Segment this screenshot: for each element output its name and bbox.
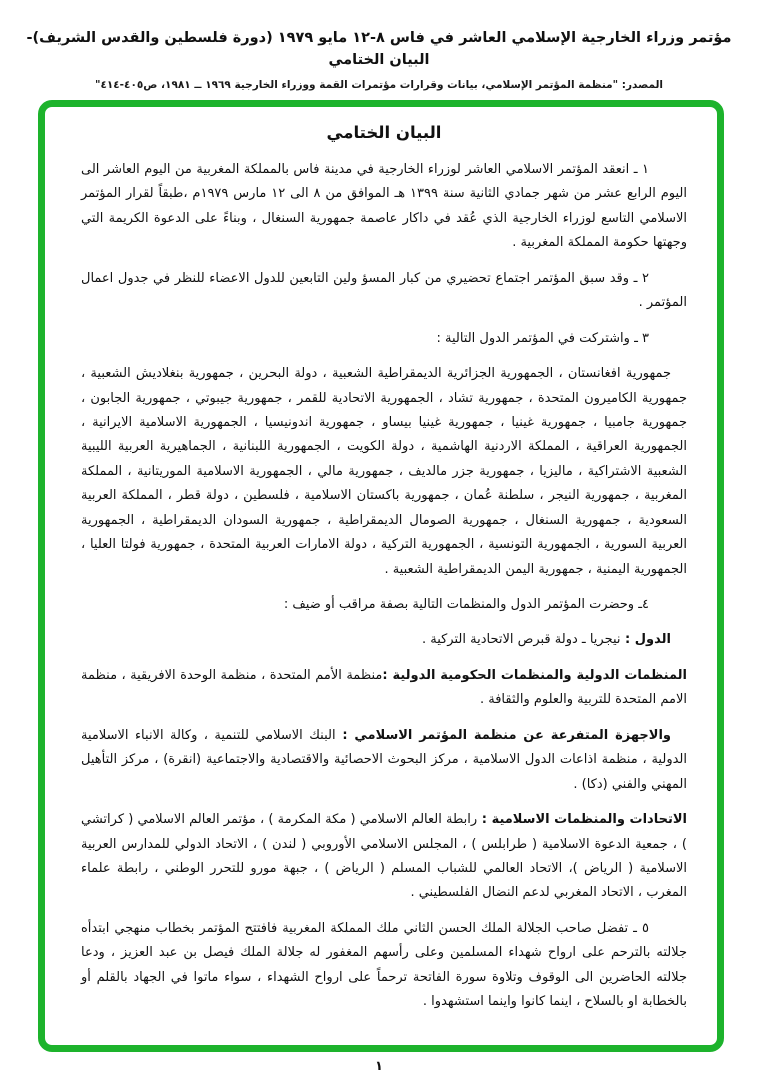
paragraph-islamic-unions xyxy=(81,808,687,906)
source-citation: المصدر: "منظمة المؤتمر الإسلامي، بيانات وقرارات مؤتمرات القمة ووزراء الخارجية ١٩٦٩ ــ ١٩٨١، ص٤٠٥-٤١٤" xyxy=(94,78,664,91)
paragraph-text: منظمة الأمم المتحدة ، منظمة الوحدة الافريقية ، منظمة الامم المتحدة للتربية والعلوم والثقافة . xyxy=(81,667,687,708)
paragraph-text: ٣ ـ واشتركت في المؤتمر الدول التالية : xyxy=(436,330,649,346)
paragraph-text: جمهورية افغانستان ، الجمهورية الجزائرية الديمقراطية الشعبية ، دولة البحرين ، جمهورية بنغلاديش الشعبية ، جمهورية الكاميرون المتحدة ، جمهورية تشاد ، الجمهورية الاتحادية للقمر ، جمهورية جيبوتي ، جمهورية الجابون ، جمهورية جامبيا ، جمهورية غينيا ، جمهورية غينيا بيساو ، جمهورية اندونيسيا ، الجمهورية الاسلامية الايرانية ، الجمهورية العراقية ، المملكة الاردنية الهاشمية ، دولة الكويت ، الجمهورية اللبنانية ، الجماهيرية العربية الليبية الشعبية الاشتراكية ، ماليزيا ، جمهورية جزر مالديف ، جمهورية مالي ، الجمهورية الاسلامية الموريتانية ، المملكة المغربية ، جمهورية النيجر ، سلطنة عُمان ، جمهورية باكستان الاسلامية ، فلسطين ، دولة قطر ، المملكة العربية السعودية ، جمهورية السنغال ، جمهورية الصومال الديمقراطية ، جمهورية السودان الديمقراطية ، الجمهورية العربية السورية ، الجمهورية التونسية ، الجمهورية التركية ، دولة الامارات العربية المتحدة ، جمهورية فولتا العليا ، الجمهورية اليمنية ، جمهورية اليمن الديمقراطية الشعبية . xyxy=(81,366,687,577)
paragraph-1 xyxy=(81,158,687,256)
statement-box xyxy=(38,100,724,1052)
conference-title: مؤتمر وزراء الخارجية الإسلامي العاشر في فاس ٨-١٢ مايو ١٩٧٩ (دورة فلسطين والقدس الشريف)- البيان الختامي xyxy=(26,30,732,68)
paragraph-text: ٥ ـ تفضل صاحب الجلالة الملك الحسن الثاني ملك المملكة المغربية فافتتح المؤتمر بخطاب منهجي ابتدأه جلالته بالترحم على ارواح شهداء المسلمين وعلى رأسهم المغفور له جلالة الملك فيصل بن عبد العزيز ، ودعا جلالته الحاضرين الى الوقوف وتلاوة سورة الفاتحة ترحماً على ارواح الشهداء ، سواء ماتوا في الجهاد بالقلم أو بالخطابة او بالسلاح ، اينما كانوا واينما استشهدوا . xyxy=(81,920,687,1010)
paragraph-3 xyxy=(81,327,687,351)
paragraph-observer-states xyxy=(81,628,687,652)
paragraph-4 xyxy=(81,593,687,617)
paragraph-lead: الاتحادات والمنظمات الاسلامية : xyxy=(477,812,687,828)
paragraph-lead: المنظمات الدولية والمنظمات الحكومية الدولية : xyxy=(382,667,687,683)
paragraph-text: البنك الاسلامي للتنمية ، وكالة الانباء الاسلامية الدولية ، منظمة اذاعات الدول الاسلامية ، مركز البحوث الاحصائية والاقتصادية والاجتماعية (انقرة) ، مركز التأهيل المهني والفني (دكا) . xyxy=(81,727,687,792)
paragraph-text: ٢ ـ وقد سبق المؤتمر اجتماع تحضيري من كبار المسؤ ولين التابعين للدول الاعضاء للنظر في جدول اعمال المؤتمر . xyxy=(81,270,687,311)
paragraph-text: نيجريا ـ دولة قبرص الاتحادية التركية . xyxy=(421,632,621,648)
paragraph-member-states xyxy=(81,362,687,582)
page-number: ١ xyxy=(375,1059,383,1074)
statement-title: البيان الختامي xyxy=(326,123,442,142)
paragraph-5 xyxy=(81,917,687,1015)
paragraph-oic-organs xyxy=(81,724,687,797)
paragraph-lead: والاجهزة المتفرعة عن منظمة المؤتمر الاسلامي : xyxy=(335,727,671,743)
paragraph-text: ١ ـ انعقد المؤتمر الاسلامي العاشر لوزراء الخارجية في مدينة فاس بالمملكة المغربية من اليوم العاشر الى اليوم الرابع عشر من شهر جمادي الثانية سنة ١٣٩٩ هـ الموافق من ٨ الى ١٢ مارس ١٩٧٩م ،طبقاً لقرار المؤتمر الاسلامي التاسع لوزراء الخارجية الذي عُقد في داكار عاصمة جمهورية السنغال ، وبناءً على الدعوة الكريمة التي وجهتها حكومة المملكة المغربية . xyxy=(81,162,687,251)
page-header xyxy=(0,28,758,91)
paragraph-lead: الدول : xyxy=(620,632,671,648)
paragraph-text: ٤ـ وحضرت المؤتمر الدول والمنظمات التالية بصفة مراقب أو ضيف : xyxy=(283,597,649,612)
paragraph-intl-organizations xyxy=(81,664,687,713)
paragraph-text: رابطة العالم الاسلامي ( مكة المكرمة ) ، مؤتمر العالم الاسلامي ( كراتشي ) ، جمعية الدعوة الاسلامية ( طرابلس ) ، المجلس الاسلامي الأوروبي ( لندن ) ، الاتحاد الدولي للمدارس العربية الاسلامية ( الرياض )، الاتحاد العالمي للشباب المسلم ( الرياض ) ، جبهة مورو للتحرر الوطني ، رابطة علماء المغرب ، الاتحاد المغربي لدعم النضال الفلسطيني . xyxy=(81,812,687,901)
paragraph-2 xyxy=(81,267,687,316)
